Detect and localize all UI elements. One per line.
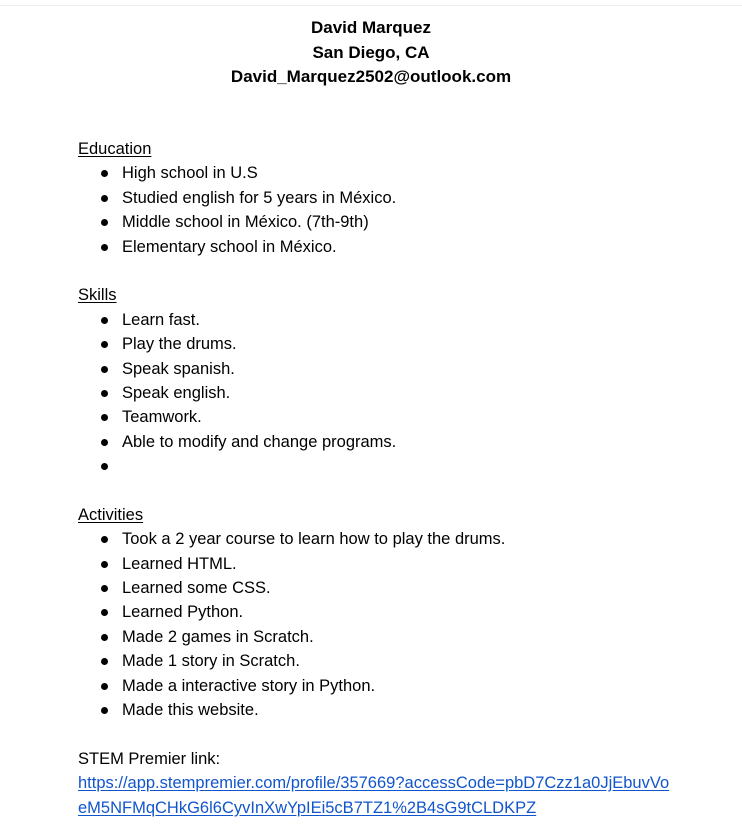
activities-item-text: Learned Python. bbox=[122, 603, 244, 622]
person-email: David_Marquez2502@outlook.com bbox=[230, 67, 512, 86]
bullet-icon bbox=[101, 366, 108, 373]
activities-item-text: Made 1 story in Scratch. bbox=[122, 652, 300, 671]
activities-item-text: Made a interactive story in Python. bbox=[122, 676, 376, 695]
skills-item-text: Teamwork. bbox=[122, 408, 202, 427]
bullet-icon bbox=[101, 609, 108, 616]
education-item bbox=[78, 235, 718, 259]
skills-item bbox=[78, 381, 718, 405]
resume-header bbox=[0, 16, 742, 90]
stem-link-label: STEM Premier link: bbox=[78, 749, 221, 768]
activities-item bbox=[78, 649, 718, 673]
bullet-icon bbox=[101, 463, 108, 470]
skills-item-text: Speak spanish. bbox=[122, 359, 235, 378]
education-item bbox=[78, 161, 718, 185]
bullet-icon bbox=[101, 244, 108, 251]
activities-item bbox=[78, 674, 718, 698]
activities-item bbox=[78, 576, 718, 600]
section-spacer bbox=[78, 259, 718, 283]
bullet-icon bbox=[101, 439, 108, 446]
skills-item-text: Able to modify and change programs. bbox=[122, 432, 397, 451]
activities-item-text: Took a 2 year course to learn how to play the drums. bbox=[122, 530, 506, 549]
bullet-icon bbox=[101, 414, 108, 421]
bullet-icon bbox=[101, 561, 108, 568]
bullet-icon bbox=[101, 341, 108, 348]
bullet-icon bbox=[101, 536, 108, 543]
skills-item-text: Play the drums. bbox=[122, 335, 237, 354]
activities-heading: Activities bbox=[78, 505, 144, 524]
activities-item bbox=[78, 625, 718, 649]
skills-heading: Skills bbox=[78, 286, 117, 305]
education-item-text: High school in U.S bbox=[122, 164, 258, 183]
education-item bbox=[78, 186, 718, 210]
bullet-icon bbox=[101, 390, 108, 397]
bullet-icon bbox=[101, 195, 108, 202]
skills-item bbox=[78, 332, 718, 356]
person-location: San Diego, CA bbox=[312, 42, 430, 62]
skills-item bbox=[78, 430, 718, 454]
person-name: David Marquez bbox=[311, 18, 431, 37]
section-spacer bbox=[78, 722, 718, 746]
bullet-icon bbox=[101, 219, 108, 226]
education-heading: Education bbox=[78, 140, 152, 158]
bullet-icon bbox=[101, 683, 108, 690]
education-item-text: Elementary school in México. bbox=[122, 237, 337, 256]
activities-list bbox=[78, 527, 718, 722]
bullet-icon bbox=[101, 707, 108, 714]
bullet-icon bbox=[101, 634, 108, 641]
bullet-icon bbox=[101, 658, 108, 665]
bullet-icon bbox=[101, 317, 108, 324]
activities-item-text: Made this website. bbox=[122, 700, 259, 719]
activities-item bbox=[78, 600, 718, 624]
skills-item-text: Speak english. bbox=[122, 383, 231, 402]
activities-item-text: Made 2 games in Scratch. bbox=[122, 627, 314, 646]
top-divider bbox=[0, 5, 742, 6]
education-item-text: Middle school in México. (7th-9th) bbox=[122, 213, 369, 232]
education-item-text: Studied english for 5 years in México. bbox=[122, 188, 397, 207]
activities-item bbox=[78, 698, 718, 722]
skills-item bbox=[78, 308, 718, 332]
activities-item bbox=[78, 552, 718, 576]
activities-item-text: Learned some CSS. bbox=[122, 579, 271, 598]
skills-item-text: Learn fast. bbox=[122, 310, 200, 329]
activities-item-text: Learned HTML. bbox=[122, 554, 237, 573]
skills-list bbox=[78, 308, 718, 479]
skills-item bbox=[78, 357, 718, 381]
education-item bbox=[78, 210, 718, 234]
stem-premier-link[interactable]: https://app.stempremier.com/profile/357669?accessCode=pbD7Czz1a0JjEbuvVoeM5NFMqCHkG6l6CyvInXwYpIEi5cB7TZ1%2B4sG9tCLDKPZ bbox=[78, 774, 670, 817]
skills-item bbox=[78, 405, 718, 429]
bullet-icon bbox=[101, 170, 108, 177]
education-list bbox=[78, 161, 718, 259]
resume-body bbox=[78, 137, 718, 820]
bullet-icon bbox=[101, 585, 108, 592]
section-spacer bbox=[78, 478, 718, 502]
skills-item-empty bbox=[78, 454, 718, 478]
activities-item bbox=[78, 527, 718, 551]
